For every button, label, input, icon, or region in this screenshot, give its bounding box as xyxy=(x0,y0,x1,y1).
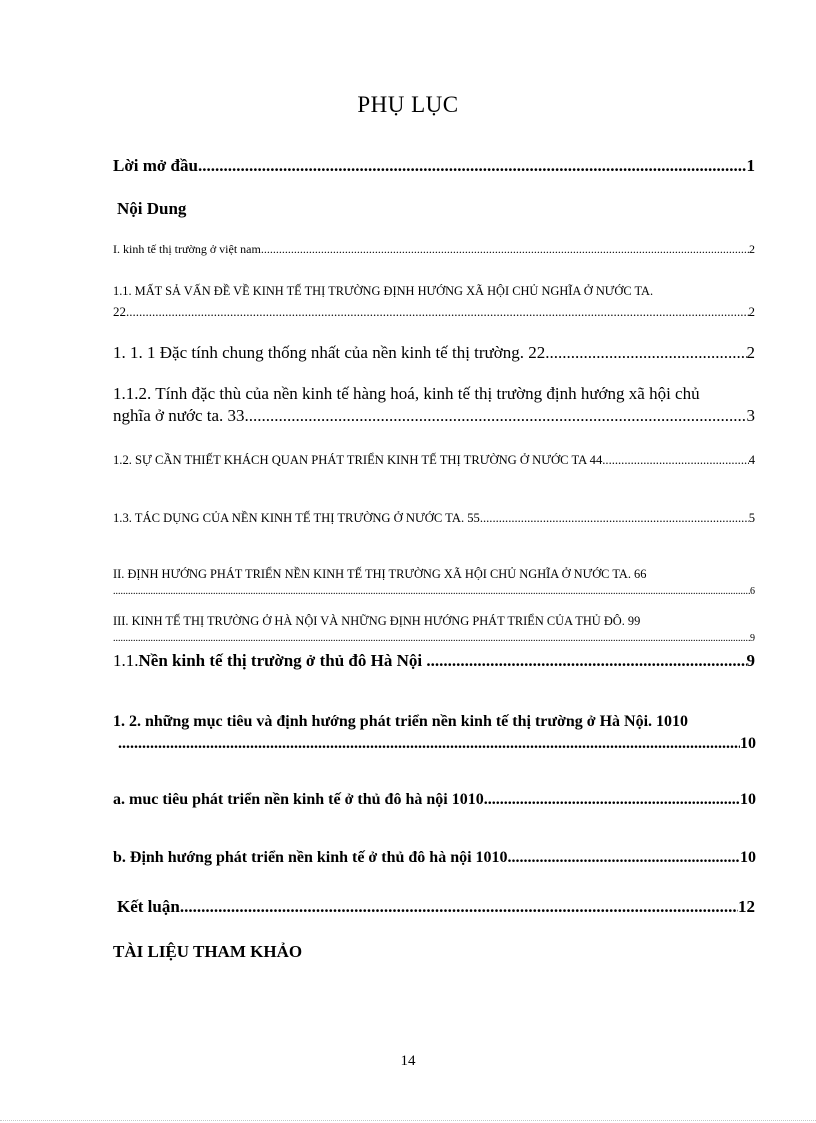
dot-leader xyxy=(261,240,749,258)
toc-entry-11[interactable] xyxy=(113,789,756,811)
toc-entry-text: 1.2. SỰ CẦN THIẾT KHÁCH QUAN PHÁT TRIỂN KINH TẾ THỊ TRƯỜNG Ở NƯỚC TA 44 xyxy=(113,453,603,467)
toc-entry-text: a. muc tiêu phát triển nền kinh tế ở thủ đô hà nội 1010 xyxy=(113,791,484,808)
toc-entry-text: Kết luận xyxy=(117,897,180,916)
toc-page-number: 5 xyxy=(748,511,755,525)
dot-leader xyxy=(508,847,740,869)
dot-leader xyxy=(602,450,748,470)
dot-leader xyxy=(118,733,740,755)
toc-entry-text: 22 xyxy=(113,304,126,319)
dot-leader xyxy=(480,508,749,528)
toc-page-number: 12 xyxy=(738,897,755,916)
toc-entry-4-line1[interactable]: 1.1.2. Tính đặc thù của nền kinh tế hàng hoá, kinh tế thị trường định hướng xã hội chủ xyxy=(113,384,700,403)
section-heading: Nội Dung xyxy=(117,199,187,218)
toc-entry-text: Nền kinh tế thị trường ở thủ đô Hà Nội . xyxy=(138,651,431,670)
dot-leader xyxy=(545,342,746,364)
toc-entry-5[interactable] xyxy=(113,450,755,470)
toc-entry-10-line1[interactable]: 1. 2. những mục tiêu và định hướng phát triển nền kinh tế thị trường ở Hà Nội. 1010 xyxy=(113,713,689,730)
toc-page-number: 10 xyxy=(740,735,756,752)
toc-entry-12[interactable] xyxy=(113,847,756,869)
toc-page-number: 10 xyxy=(740,849,756,866)
dot-leader xyxy=(126,303,749,321)
toc-entry-intro[interactable] xyxy=(113,155,755,177)
toc-entry-text: nghĩa ở nước ta. 33 xyxy=(113,406,245,425)
page-title: PHỤ LỤC xyxy=(357,92,459,117)
toc-entry-text: I. kinh tế thị trường ở việt nam xyxy=(113,242,261,256)
toc-entry-1[interactable] xyxy=(113,240,755,258)
toc-entry-2[interactable] xyxy=(113,303,755,321)
toc-entry-conclusion[interactable] xyxy=(117,896,755,918)
toc-page-number: 2 xyxy=(749,242,755,256)
dot-leader xyxy=(484,789,740,811)
toc-entry-9[interactable] xyxy=(113,650,755,672)
dot-leader xyxy=(245,405,747,427)
dot-leader xyxy=(431,650,747,672)
toc-entry-text: Lời mở đầu xyxy=(113,156,198,175)
toc-page-number: 2 xyxy=(748,304,755,319)
toc-page-number: 4 xyxy=(748,453,755,467)
toc-entry-4[interactable] xyxy=(113,405,755,427)
toc-entry-references[interactable]: TÀI LIỆU THAM KHẢO xyxy=(113,942,303,961)
toc-entry-2-line1[interactable]: 1.1. MẤT SẢ VẤN ĐỀ VỀ KINH TẾ THỊ TRƯỜNG ĐỊNH HƯỚNG XÃ HỘI CHỦ NGHĨA Ở NƯỚC TA. xyxy=(113,284,654,298)
toc-page-number: 10 xyxy=(740,791,756,808)
toc-entry-3[interactable] xyxy=(113,342,755,364)
toc-entry-8-line1[interactable]: III. KINH TẾ THỊ TRƯỜNG Ở HÀ NỘI VÀ NHỮNG ĐỊNH HƯỚNG PHÁT TRIỂN CỦA THỦ ĐÔ. 99 xyxy=(113,614,641,628)
toc-entry-text: 1. 1. 1 Đặc tính chung thống nhất của nền kinh tế thị trường. 22 xyxy=(113,343,546,362)
dot-leader xyxy=(113,585,750,599)
toc-entry-prefix: 1.1. xyxy=(113,651,139,670)
page-bottom-rule xyxy=(0,1120,816,1121)
dot-leader xyxy=(180,896,738,918)
toc-page-number: 1 xyxy=(746,156,755,175)
page-number: 14 xyxy=(400,1053,416,1069)
toc-page-number: 9 xyxy=(746,651,755,670)
toc-entry-6[interactable] xyxy=(113,508,755,528)
toc-entry-7-line1[interactable]: II. ĐỊNH HƯỚNG PHÁT TRIỂN NỀN KINH TẾ THỊ TRƯỜNG XÃ HỘI CHỦ NGHĨA Ở NƯỚC TA. 66 xyxy=(113,567,647,581)
toc-entry-7[interactable] xyxy=(113,585,755,599)
toc-entry-text: 1.3. TÁC DỤNG CỦA NỀN KINH TẾ THỊ TRƯỜNG Ở NƯỚC TA. 55 xyxy=(113,511,480,525)
dot-leader xyxy=(198,155,747,177)
toc-page-number: 3 xyxy=(746,406,755,425)
toc-page-number: 9 xyxy=(750,633,755,644)
toc-entry-10[interactable] xyxy=(118,733,756,755)
toc-page-number: 2 xyxy=(746,343,755,362)
dot-leader xyxy=(113,632,750,646)
toc-page-number: 6 xyxy=(750,586,755,597)
toc-entry-8[interactable] xyxy=(113,632,755,646)
toc-entry-text: b. Định hướng phát triển nền kinh tế ở thủ đô hà nội 1010 xyxy=(113,849,508,866)
